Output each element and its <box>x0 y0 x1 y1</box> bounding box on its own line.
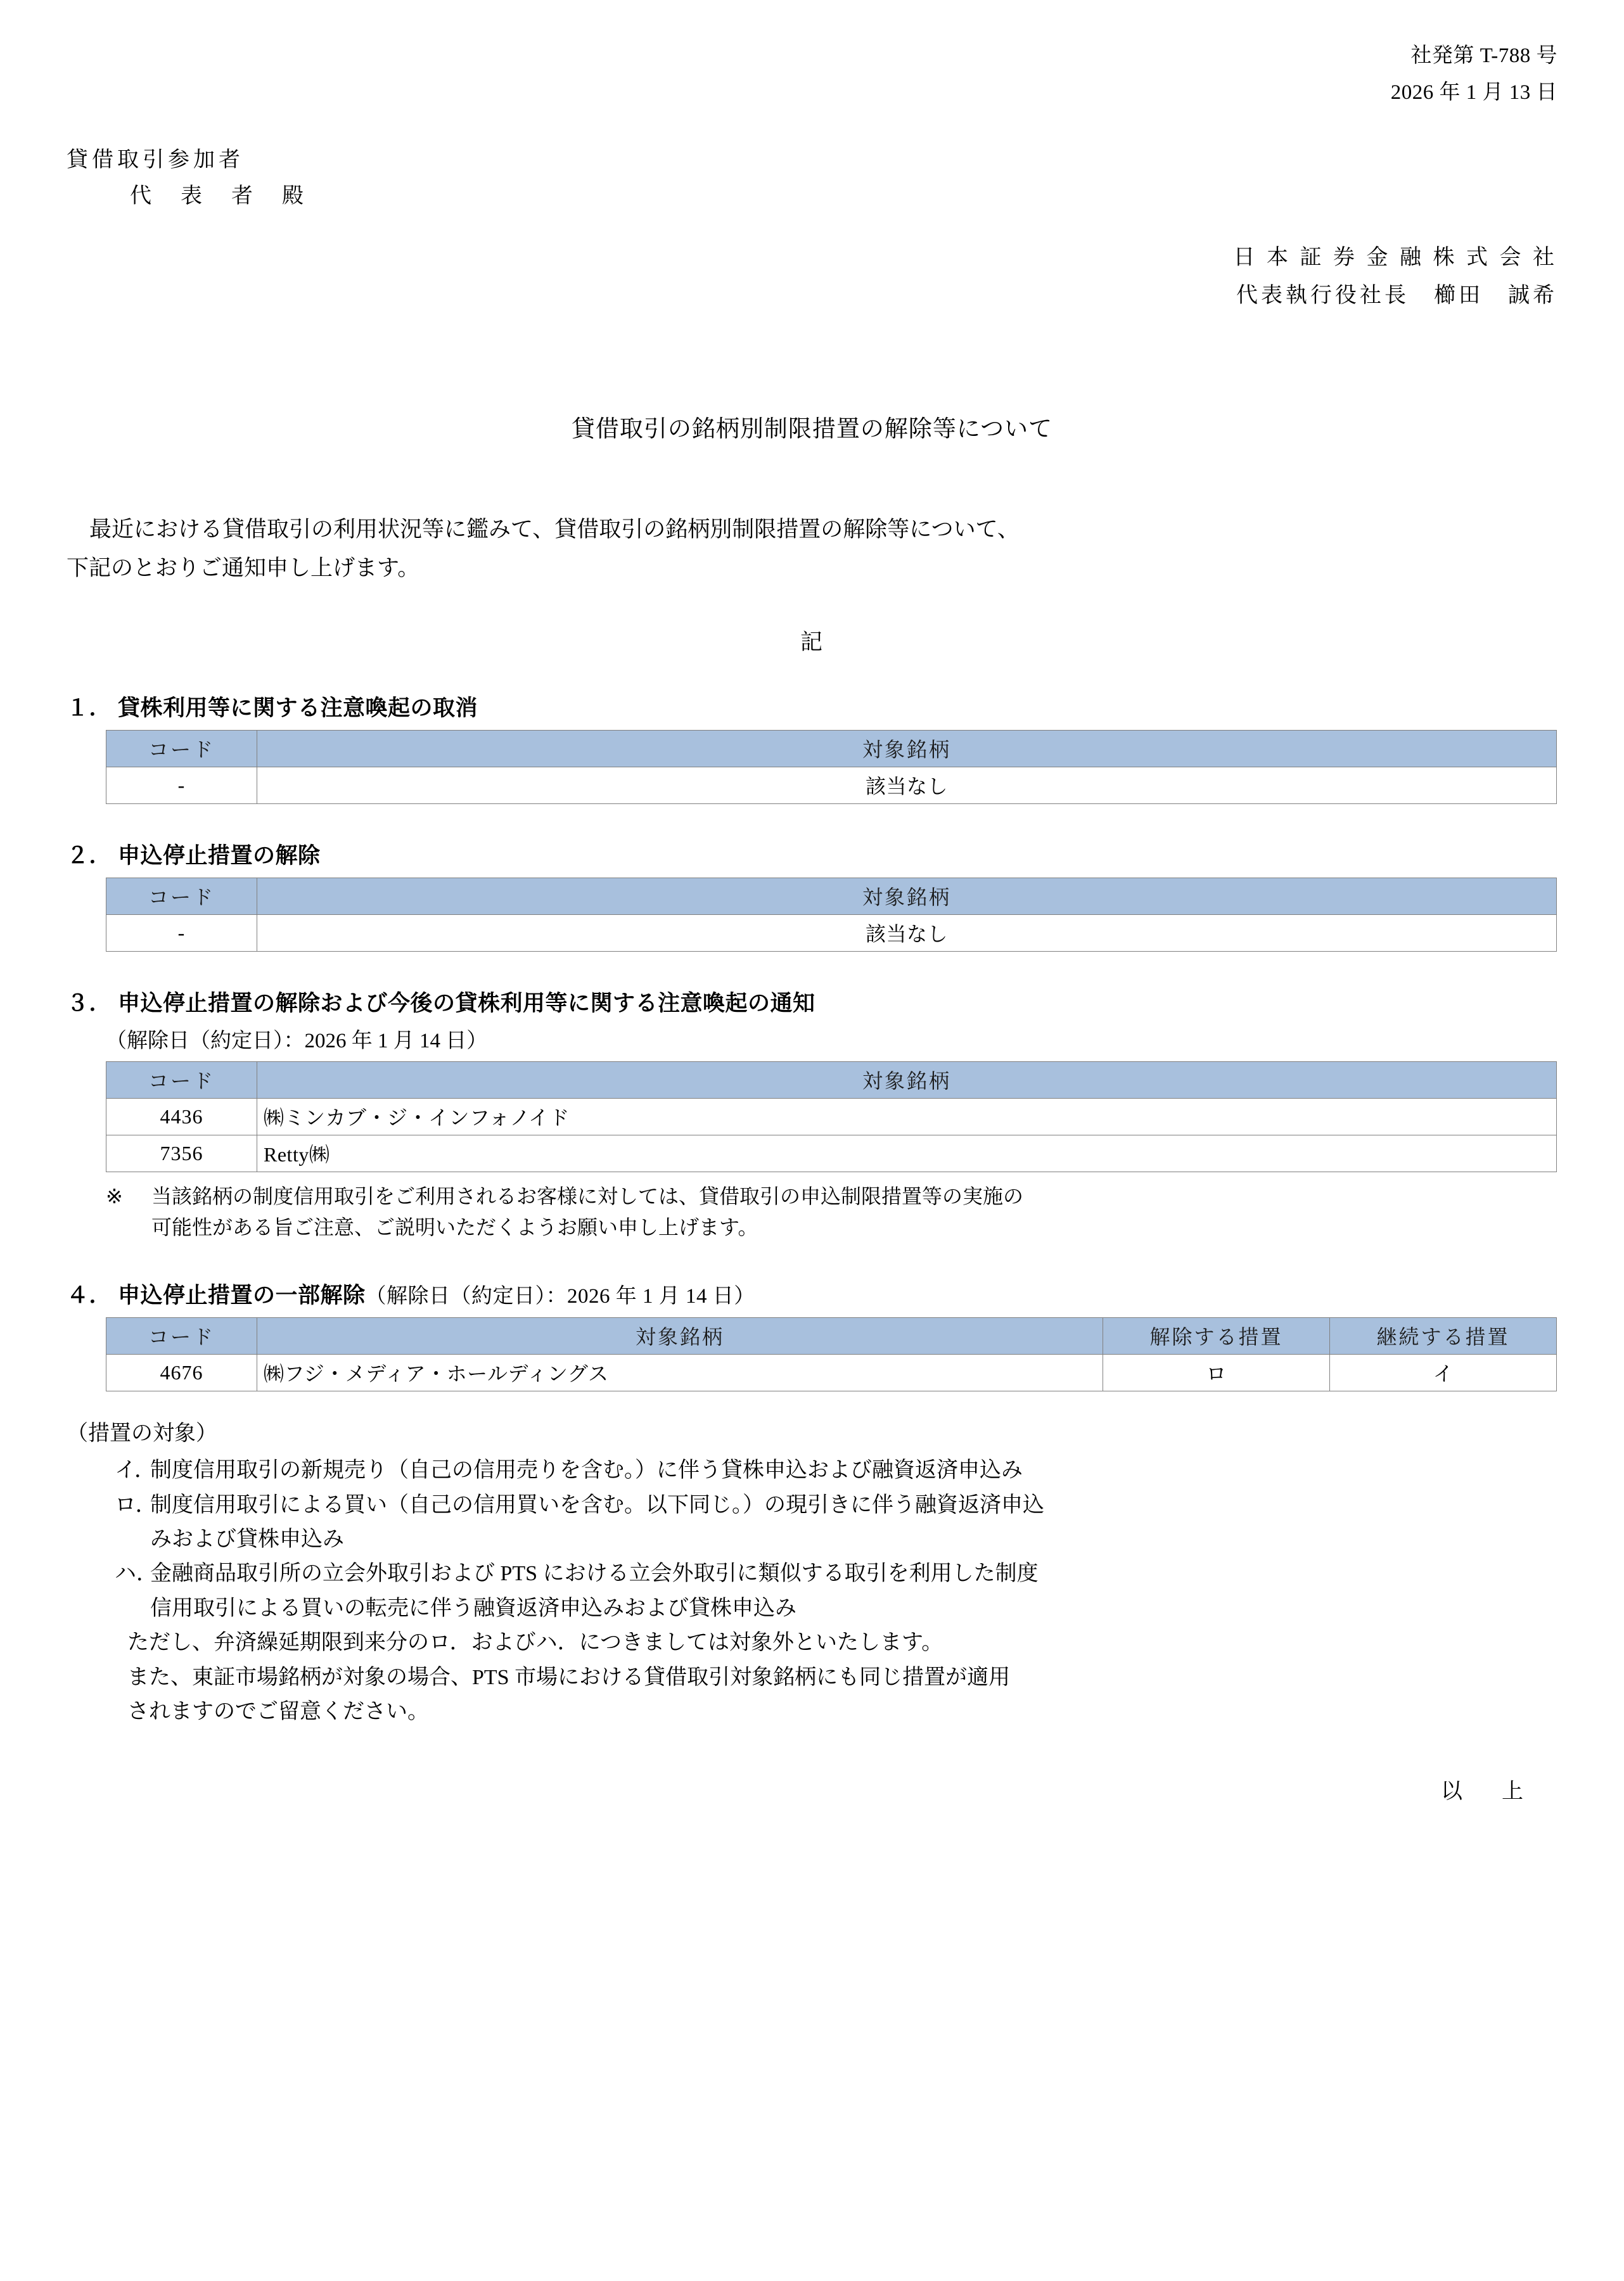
addressee-line-1: 貸借取引参加者 <box>67 148 244 172</box>
section-1-heading <box>67 691 1557 722</box>
section-3-table <box>106 1061 1557 1172</box>
column-header-code: コード <box>106 1317 257 1354</box>
measure-text <box>150 1557 1557 1626</box>
note-line-1: 当該銘柄の制度信用取引をご利用されるお客様に対しては、貸借取引の申込制限措置等の実施の <box>151 1184 1024 1208</box>
measure-item-i <box>115 1454 1557 1488</box>
measure-line: 金融商品取引所の立会外取引および PTS における立会外取引に類似する取引を利用した制度 <box>150 1562 1039 1586</box>
cell-code: - <box>106 767 257 803</box>
measure-mark: ハ． <box>115 1562 158 1586</box>
note-body <box>151 1181 1557 1244</box>
closing-mark: 以 上 <box>1441 1780 1532 1804</box>
table-header-row <box>106 1061 1557 1098</box>
section-2 <box>67 838 1557 952</box>
section-4-title: 申込停止措置の一部解除 <box>118 1282 366 1308</box>
table-row <box>106 1354 1557 1391</box>
page-title: 貸借取引の銘柄別制限措置の解除等について <box>571 416 1053 443</box>
cell-name: 該当なし <box>257 767 1557 803</box>
section-3-number: ３． <box>67 990 112 1016</box>
cell-name: ㈱フジ・メディア・ホールディングス <box>257 1354 1103 1391</box>
section-2-title: 申込停止措置の解除 <box>118 843 321 868</box>
section-4 <box>67 1278 1557 1391</box>
measure-line: 制度信用取引の新規売り（自己の信用売りを含む。）に伴う貸株申込および融資返済申込み <box>150 1459 1023 1483</box>
table-header-row <box>106 878 1557 914</box>
section-3-title: 申込停止措置の解除および今後の貸株利用等に関する注意喚起の通知 <box>118 990 815 1016</box>
column-header-release-measure: 解除する措置 <box>1103 1317 1330 1354</box>
document-header <box>67 38 1557 112</box>
table-row <box>106 767 1557 803</box>
section-3 <box>67 986 1557 1244</box>
measure-mark: ロ． <box>115 1493 157 1517</box>
section-2-heading <box>67 838 1557 870</box>
measure-line: 信用取引による買いの転売に伴う融資返済申込みおよび貸株申込み <box>150 1596 796 1620</box>
section-3-heading <box>67 986 1557 1018</box>
ki-marker: 記 <box>800 629 824 655</box>
cell-name: ㈱ミンカブ・ジ・インフォノイド <box>257 1098 1557 1135</box>
measure-mark: イ． <box>115 1459 156 1483</box>
table-row <box>106 914 1557 951</box>
section-4-title-tail: （解除日（約定日）：2026 年 1 月 14 日） <box>365 1284 755 1308</box>
section-2-number: ２． <box>67 843 112 868</box>
measures-label: （措置の対象） <box>67 1421 217 1445</box>
section-4-heading <box>67 1278 1557 1310</box>
cell-name: Retty㈱ <box>257 1135 1557 1172</box>
measure-item-ro <box>115 1488 1557 1557</box>
column-header-continue-measure: 継続する措置 <box>1330 1317 1557 1354</box>
measures-tail-line: ただし、弁済繰延期限到来分のロ．およびハ．につきましては対象外といたします。 <box>127 1631 943 1655</box>
document-date: 2026 年 1 月 13 日 <box>1390 80 1557 104</box>
measures-tail-line: また、東証市場銘柄が対象の場合、PTS 市場における貸借取引対象銘柄にも同じ措置が適用 <box>127 1665 1011 1689</box>
section-1-table <box>106 730 1557 804</box>
column-header-name: 対象銘柄 <box>257 730 1557 767</box>
section-3-subtitle: （解除日（約定日）：2026 年 1 月 14 日） <box>106 1029 488 1052</box>
intro-paragraph <box>67 510 1557 588</box>
note-line-2: 可能性がある旨ご注意、ご説明いただくようお願い申し上げます。 <box>151 1216 758 1239</box>
issuer-officer: 代表執行役社長 櫛田 誠希 <box>1236 283 1557 307</box>
cell-code: 7356 <box>106 1135 257 1172</box>
addressee-block <box>67 142 1557 215</box>
cell-continue-measure: イ <box>1330 1354 1557 1391</box>
table-row <box>106 1098 1557 1135</box>
issuer-company: 日 本 証 券 金 融 株 式 会 社 <box>1233 246 1557 270</box>
cell-name: 該当なし <box>257 914 1557 951</box>
intro-line-1: 最近における貸借取引の利用状況等に鑑みて、貸借取引の銘柄別制限措置の解除等について、 <box>89 517 1020 542</box>
column-header-code: コード <box>106 1061 257 1098</box>
intro-line-2: 下記のとおりご通知申し上げます。 <box>67 556 420 581</box>
note-mark: ※ <box>106 1184 123 1208</box>
table-header-row <box>106 730 1557 767</box>
cell-code: 4436 <box>106 1098 257 1135</box>
column-header-name: 対象銘柄 <box>257 1317 1103 1354</box>
section-4-table <box>106 1317 1557 1391</box>
column-header-code: コード <box>106 878 257 914</box>
cell-release-measure: ロ <box>1103 1354 1330 1391</box>
cell-code: - <box>106 914 257 951</box>
section-1-title: 貸株利用等に関する注意喚起の取消 <box>118 695 478 720</box>
measures-legend <box>67 1417 1557 1730</box>
measure-item-ha <box>115 1557 1557 1626</box>
section-1-number: １． <box>67 695 112 720</box>
column-header-name: 対象銘柄 <box>257 1061 1557 1098</box>
measure-line: 制度信用取引による買い（自己の信用買いを含む。以下同じ。）の現引きに伴う融資返済申込 <box>150 1493 1044 1517</box>
measures-tail <box>127 1626 1557 1729</box>
issuer-block <box>67 239 1557 314</box>
section-3-note <box>106 1181 1557 1244</box>
column-header-name: 対象銘柄 <box>257 878 1557 914</box>
column-header-code: コード <box>106 730 257 767</box>
table-row <box>106 1135 1557 1172</box>
section-4-number: ４． <box>67 1282 112 1308</box>
measures-tail-line: されますのでご留意ください。 <box>127 1699 429 1723</box>
section-1 <box>67 691 1557 804</box>
addressee-line-2: 代 表 者 殿 <box>130 184 307 208</box>
measure-text <box>150 1488 1557 1557</box>
document-number: 社発第 T-788 号 <box>1410 44 1557 67</box>
measure-text <box>150 1454 1557 1488</box>
cell-code: 4676 <box>106 1354 257 1391</box>
measure-line: みおよび貸株申込み <box>150 1527 344 1551</box>
table-header-row <box>106 1317 1557 1354</box>
section-2-table <box>106 878 1557 952</box>
